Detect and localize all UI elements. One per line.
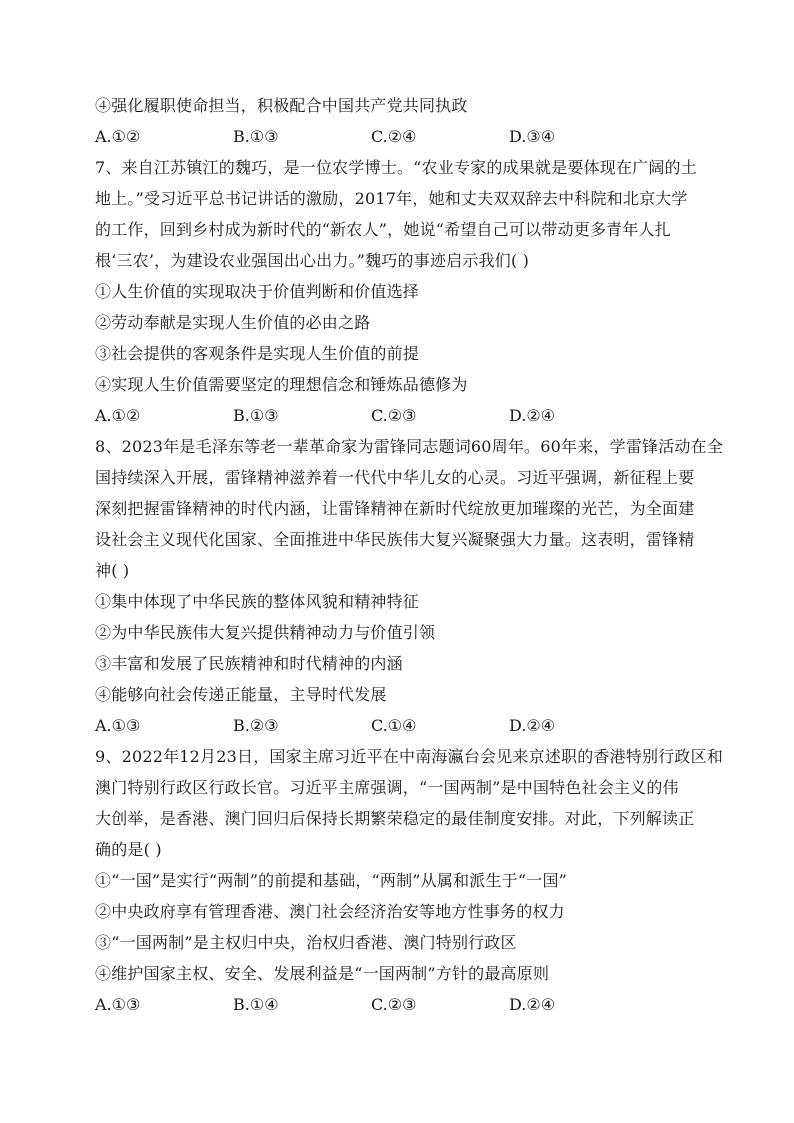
- q9-stem-line: 确的是( ): [95, 840, 162, 859]
- q7-options: [95, 400, 700, 431]
- q7-stem-line: 地上。”受习近平总书记讲话的激励，2017年，她和丈夫双双辞去中科院和北京大学: [95, 189, 688, 208]
- q6-option-c[interactable]: C.②④: [371, 127, 417, 146]
- q9-stem-line: 澳门特别行政区行政长官。习近平主席强调，“一国两制”是中国特色社会主义的伟: [95, 778, 679, 797]
- q9-statement-4: ④维护国家主权、安全、发展利益是“一国两制”方针的最高原则: [95, 964, 550, 983]
- q8-stem-line: 8、2023年是毛泽东等老一辈革命家为雷锋同志题词60周年。60年来，学雷锋活动在全: [95, 437, 724, 456]
- q9-option-a[interactable]: A.①③: [95, 995, 141, 1014]
- q7-option-c[interactable]: C.②③: [371, 406, 417, 425]
- q8-statement-2: ②为中华民族伟大复兴提供精神动力与价值引领: [95, 623, 436, 642]
- q9-stem-line: 大创举，是香港、澳门回归后保持长期繁荣稳定的最佳制度安排。对此，下列解读正: [95, 809, 695, 828]
- q8-statement-1: ①集中体现了中华民族的整体风貌和精神特征: [95, 592, 420, 611]
- q9-options: [95, 989, 700, 1020]
- q8-stem-line: 设社会主义现代化国家、全面推进中华民族伟大复兴凝聚强大力量。这表明，雷锋精: [95, 530, 695, 549]
- q8-option-c[interactable]: C.①④: [371, 716, 417, 735]
- q8-option-d[interactable]: D.②④: [509, 716, 556, 735]
- q8-option-a[interactable]: A.①③: [95, 716, 141, 735]
- q7-option-b[interactable]: B.①③: [233, 406, 279, 425]
- q8-statement-4: ④能够向社会传递正能量，主导时代发展: [95, 685, 387, 704]
- q8-options: [95, 710, 700, 741]
- q7-statement-4: ④实现人生价值需要坚定的理想信念和锤炼品德修为: [95, 375, 468, 394]
- q8-statement-3: ③丰富和发展了民族精神和时代精神的内涵: [95, 654, 403, 673]
- q6-option-a[interactable]: A.①②: [95, 127, 141, 146]
- q9-statement-2: ②中央政府享有管理香港、澳门社会经济治安等地方性事务的权力: [95, 902, 565, 921]
- q7-statement-3: ③社会提供的客观条件是实现人生价值的前提: [95, 344, 420, 363]
- q7-option-a[interactable]: A.①②: [95, 406, 141, 425]
- q6-options: [95, 121, 700, 152]
- q7-statement-1: ①人生价值的实现取决于价值判断和价值选择: [95, 282, 420, 301]
- q8-stem-line: 国持续深入开展，雷锋精神滋养着一代代中华儿女的心灵。习近平强调，新征程上要: [95, 468, 695, 487]
- q9-statement-1: ①“一国”是实行“两制”的前提和基础，“两制”从属和派生于“一国”: [95, 871, 568, 890]
- q9-statement-3: ③“一国两制”是主权归中央，治权归香港、澳门特别行政区: [95, 933, 517, 952]
- q7-option-d[interactable]: D.②④: [509, 406, 556, 425]
- q7-stem-line: 根‘三农’，为建设农业强国出心出力。”魏巧的事迹启示我们( ): [95, 251, 530, 270]
- exam-page: [95, 90, 724, 1020]
- q7-statement-2: ②劳动奉献是实现人生价值的必由之路: [95, 313, 371, 332]
- q9-option-d[interactable]: D.②④: [509, 995, 556, 1014]
- q9-option-c[interactable]: C.②③: [371, 995, 417, 1014]
- q8-stem-line: 神( ): [95, 561, 130, 580]
- q6-option-d[interactable]: D.③④: [509, 127, 556, 146]
- q7-stem-line: 的工作，回到乡村成为新时代的“新农人”，她说“希望自己可以带动更多青年人扎: [95, 220, 671, 239]
- q9-option-b[interactable]: B.①④: [233, 995, 279, 1014]
- q8-option-b[interactable]: B.②③: [233, 716, 279, 735]
- q9-stem-line: 9、2022年12月23日，国家主席习近平在中南海瀛台会见来京述职的香港特别行政区和: [95, 747, 724, 766]
- q8-stem-line: 深刻把握雷锋精神的时代内涵，让雷锋精神在新时代绽放更加璀璨的光芒，为全面建: [95, 499, 695, 518]
- q6-statement-4: ④强化履职使命担当，积极配合中国共产党共同执政: [95, 96, 468, 115]
- q7-stem-line: 7、来自江苏镇江的魏巧，是一位农学博士。“农业专家的成果就是要体现在广阔的土: [95, 158, 697, 177]
- q6-option-b[interactable]: B.①③: [233, 127, 279, 146]
